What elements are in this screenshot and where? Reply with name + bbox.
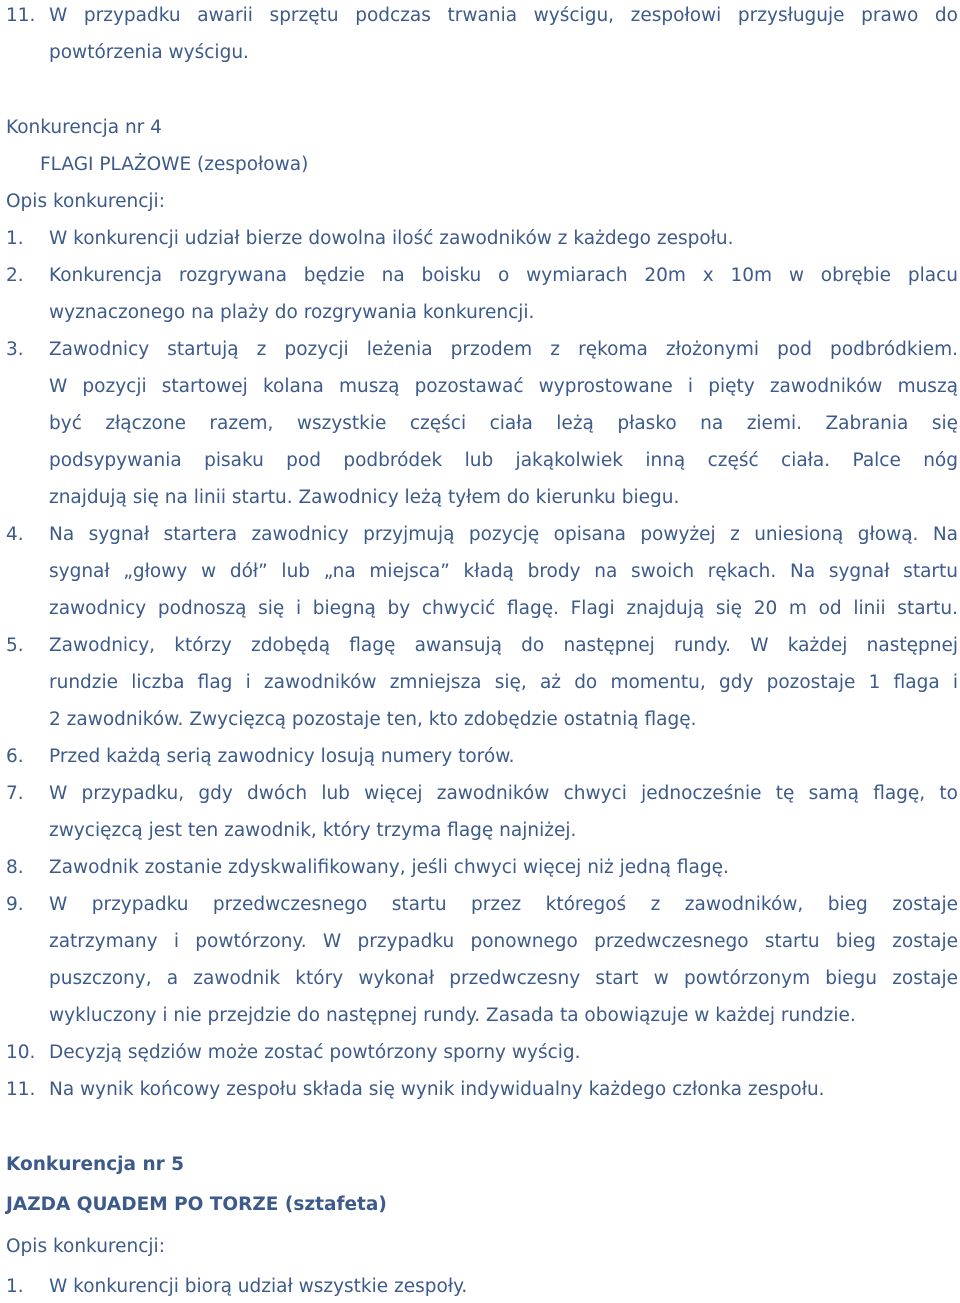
item-text-line: wyznaczonego na plaży do rozgrywania konkurencji. xyxy=(49,302,535,323)
item-text-line: Zawodnicy startują z pozycji leżenia przodem z rękoma złożonymi pod podbródkiem. xyxy=(49,339,958,360)
item-text-line: rundzie liczba flag i zawodników zmniejsza się, aż do momentu, gdy pozostaje 1 flaga i xyxy=(49,672,958,693)
item-text-line: znajdują się na linii startu. Zawodnicy leżą tyłem do kierunku biegu. xyxy=(49,487,680,508)
item-text-line: wykluczony i nie przejdzie do następnej rundy. Zasada ta obowiązuje w każdej rundzie. xyxy=(49,1005,856,1026)
item-number: 8. xyxy=(6,857,24,878)
item-number: 6. xyxy=(6,746,24,767)
item-text-line: puszczony, a zawodnik który wykonał przedwczesny start w powtórzonym biegu zostaje xyxy=(49,968,958,989)
item-text-line: W konkurencji udział bierze dowolna ilość zawodników z każdego zespołu. xyxy=(49,228,734,249)
item-number: 7. xyxy=(6,783,24,804)
item-text-line: zatrzymany i powtórzony. W przypadku ponownego przedwczesnego startu bieg zostaje xyxy=(49,931,958,952)
item-text-line: Decyzją sędziów może zostać powtórzony sporny wyścig. xyxy=(49,1042,581,1063)
item-number: 3. xyxy=(6,339,24,360)
item-number: 1. xyxy=(6,1276,24,1297)
item-number: 11. xyxy=(6,1079,36,1100)
item-text-line: Na sygnał startera zawodnicy przyjmują pozycję opisana powyżej z uniesioną głową. Na xyxy=(49,524,958,545)
item-text-line: powtórzenia wyścigu. xyxy=(49,42,249,63)
item-text-line: Zawodnicy, którzy zdobędą flagę awansują do następnej rundy. W każdej następnej xyxy=(49,635,958,656)
item-number: 9. xyxy=(6,894,24,915)
item-text-line: sygnał „głowy w dół” lub „na miejsca” kładą brody na swoich rękach. Na sygnał startu xyxy=(49,561,958,582)
item-text-line: W przypadku, gdy dwóch lub więcej zawodników chwyci jednocześnie tę samą flagę, to xyxy=(49,783,958,804)
item-text-line: W przypadku przedwczesnego startu przez któregoś z zawodników, bieg zostaje xyxy=(49,894,958,915)
item-number: 4. xyxy=(6,524,24,545)
item-text-line: Zawodnik zostanie zdyskwalifikowany, jeśli chwyci więcej niż jedną flagę. xyxy=(49,857,729,878)
item-text-line: W przypadku awarii sprzętu podczas trwania wyścigu, zespołowi przysługuje prawo do xyxy=(49,5,958,26)
item-text-line: W pozycji startowej kolana muszą pozostawać wyprostowane i pięty zawodników muszą xyxy=(49,376,958,397)
item-number: 11. xyxy=(6,5,36,26)
item-text-line: Na wynik końcowy zespołu składa się wynik indywidualny każdego członka zespołu. xyxy=(49,1079,825,1100)
item-number: 1. xyxy=(6,228,24,249)
item-text-line: Konkurencja rozgrywana będzie na boisku o wymiarach 20m x 10m w obrębie placu xyxy=(49,265,958,286)
item-text-line: W konkurencji biorą udział wszystkie zespoły. xyxy=(49,1276,468,1297)
item-text-line: zawodnicy podnoszą się i biegną by chwycić flagę. Flagi znajdują się 20 m od linii startu. xyxy=(49,598,958,619)
item-text-line: podsypywania pisaku pod podbródek lub jakąkolwiek inną część ciała. Palce nóg xyxy=(49,450,958,471)
item-number: 10. xyxy=(6,1042,36,1063)
item-number: 5. xyxy=(6,635,24,656)
item-text-line: 2 zawodników. Zwycięzcą pozostaje ten, kto zdobędzie ostatnią flagę. xyxy=(49,709,697,730)
item-text-line: Przed każdą serią zawodnicy losują numery torów. xyxy=(49,746,515,767)
item-text-line: zwycięzcą jest ten zawodnik, który trzyma flagę najniżej. xyxy=(49,820,577,841)
item-number: 2. xyxy=(6,265,24,286)
item-text-line: być złączone razem, wszystkie części ciała leżą płasko na ziemi. Zabrania się xyxy=(49,413,958,434)
